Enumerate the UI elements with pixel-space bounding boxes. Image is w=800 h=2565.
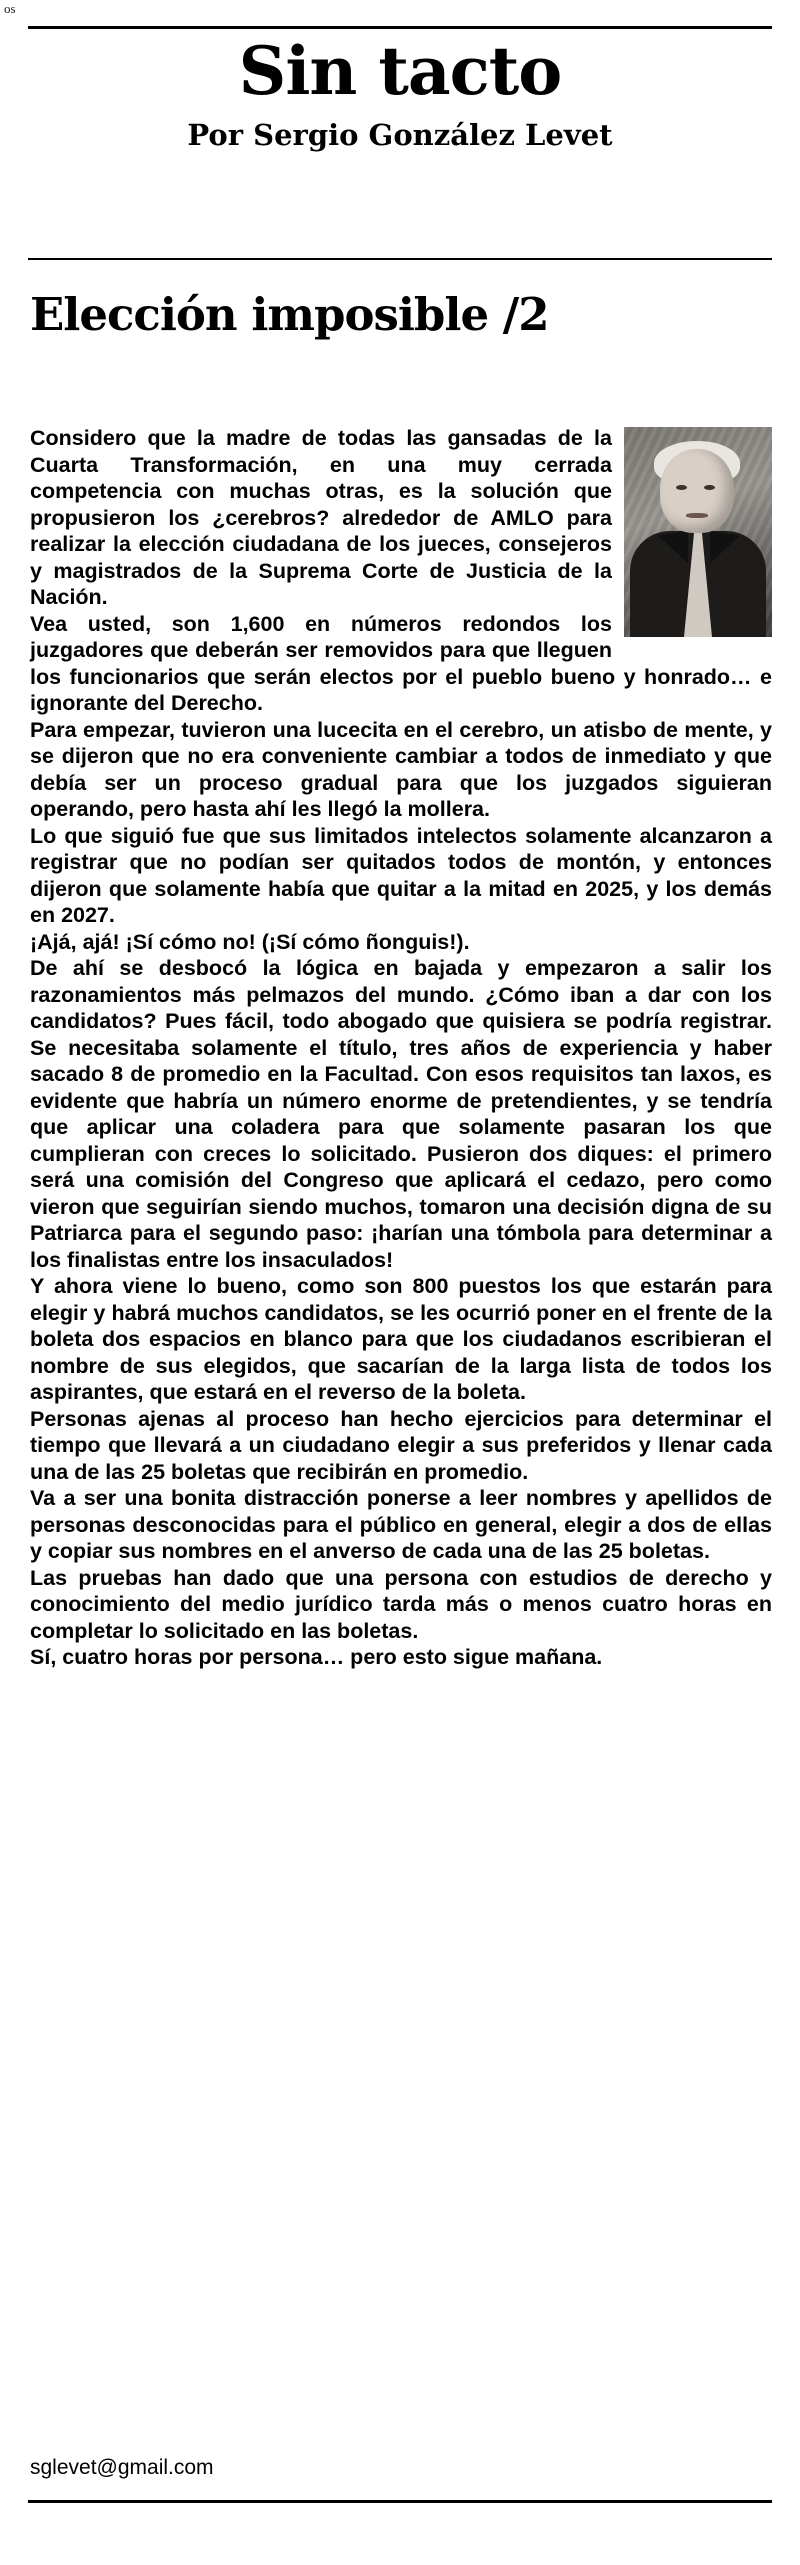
portrait-eye-left xyxy=(676,485,687,490)
portrait-mouth xyxy=(686,513,708,518)
article-paragraph: Sí, cuatro horas por persona… pero esto sigue mañana. xyxy=(30,1645,603,1669)
divider-top xyxy=(28,26,772,29)
article-paragraph: Lo que siguió fue que sus limitados intelectos solamente alcanzaron a registrar que no podían ser quitados todos de montón, y entonces dijeron que solamente había que quitar a la mitad en 2025, y los demás en 2027. xyxy=(30,823,772,927)
article-paragraph: Considero que la madre de todas las gansadas de la Cuarta Transformación, en una muy cerrada competencia con muchas otras, es la solución que propusieron los ¿cerebros? alrededor de AMLO para realizar la elección ciudadana de los jueces, consejeros y magistrados de la Suprema Corte de Justicia de la Nación. xyxy=(30,426,612,609)
article-headline: Elección imposible /2 xyxy=(30,288,549,341)
portrait-face xyxy=(660,449,734,533)
author-email[interactable]: sglevet@gmail.com xyxy=(30,2456,214,2479)
article-paragraph: Y ahora viene lo bueno, como son 800 puestos los que estarán para elegir y habrá muchos candidatos, se les ocurrió poner en el frente de la boleta dos espacios en blanco para que los ciudadanos escribieran el nombre de sus elegidos, que sacarían de la larga lista de todos los aspirantes, que estará en el reverso de la boleta. xyxy=(30,1274,772,1404)
article-body xyxy=(30,425,772,1671)
divider-middle xyxy=(28,258,772,260)
article-paragraph: Vea usted, son 1,600 en números redondos los juzgadores que deberán ser removidos para que lleguen los funcionarios que serán electos por el pueblo bueno y honrado… e ignorante del Derecho. xyxy=(30,611,772,715)
article-paragraph: ¡Ajá, ajá! ¡Sí cómo no! (¡Sí cómo ñonguis!). xyxy=(30,929,470,954)
article-paragraph: Personas ajenas al proceso han hecho ejercicios para determinar el tiempo que llevará a un ciudadano elegir a sus preferidos y llenar cada una de las 25 boletas que recibirán en promedio. xyxy=(30,1406,772,1484)
stray-top-text: os xyxy=(4,1,16,16)
masthead xyxy=(28,34,772,152)
column-title: Sin tacto xyxy=(238,32,562,110)
article-paragraph: De ahí se desbocó la lógica en bajada y empezaron a salir los razonamientos más pelmazos del mundo. ¿Cómo iban a dar con los candidatos? Pues fácil, todo abogado que quisiera se podría registrar. Se necesitaba solamente el título, tres años de experiencia y haber sacado 8 de promedio en la Facultad. Con esos requisitos tan laxos, es evidente que habría un número enorme de pretendientes, y se tendría que aplicar una coladera para que solamente pasaran los que cumplieran con creces lo solicitado. Pusieron dos diques: el primero será una comisión del Congreso que aplicará el cedazo, pero como vieron que seguirían siendo muchos, tomaron una decisión digna de su Patriarca para el segundo paso: ¡harían una tómbola para determinar a los finalistas entre los insaculados! xyxy=(30,956,772,1272)
portrait-eye-right xyxy=(704,485,715,490)
divider-bottom xyxy=(28,2500,772,2503)
article-paragraph: Para empezar, tuvieron una lucecita en el cerebro, un atisbo de mente, y se dijeron que no era conveniente cambiar a todos de inmediato y que debía ser un proceso gradual para que los juzgados siguieran operando, pero hasta ahí les llegó la mollera. xyxy=(30,717,772,821)
column-byline: Por Sergio González Levet xyxy=(187,118,613,152)
article-paragraph: Va a ser una bonita distracción ponerse a leer nombres y apellidos de personas desconocidas para el público en general, elegir a dos de ellas y copiar sus nombres en el anverso de cada una de las 25 boletas. xyxy=(30,1486,772,1563)
author-portrait xyxy=(624,427,772,637)
article-paragraph: Las pruebas han dado que una persona con estudios de derecho y conocimiento del medio jurídico tarda más o menos cuatro horas en completar lo solicitado en las boletas. xyxy=(30,1565,772,1643)
